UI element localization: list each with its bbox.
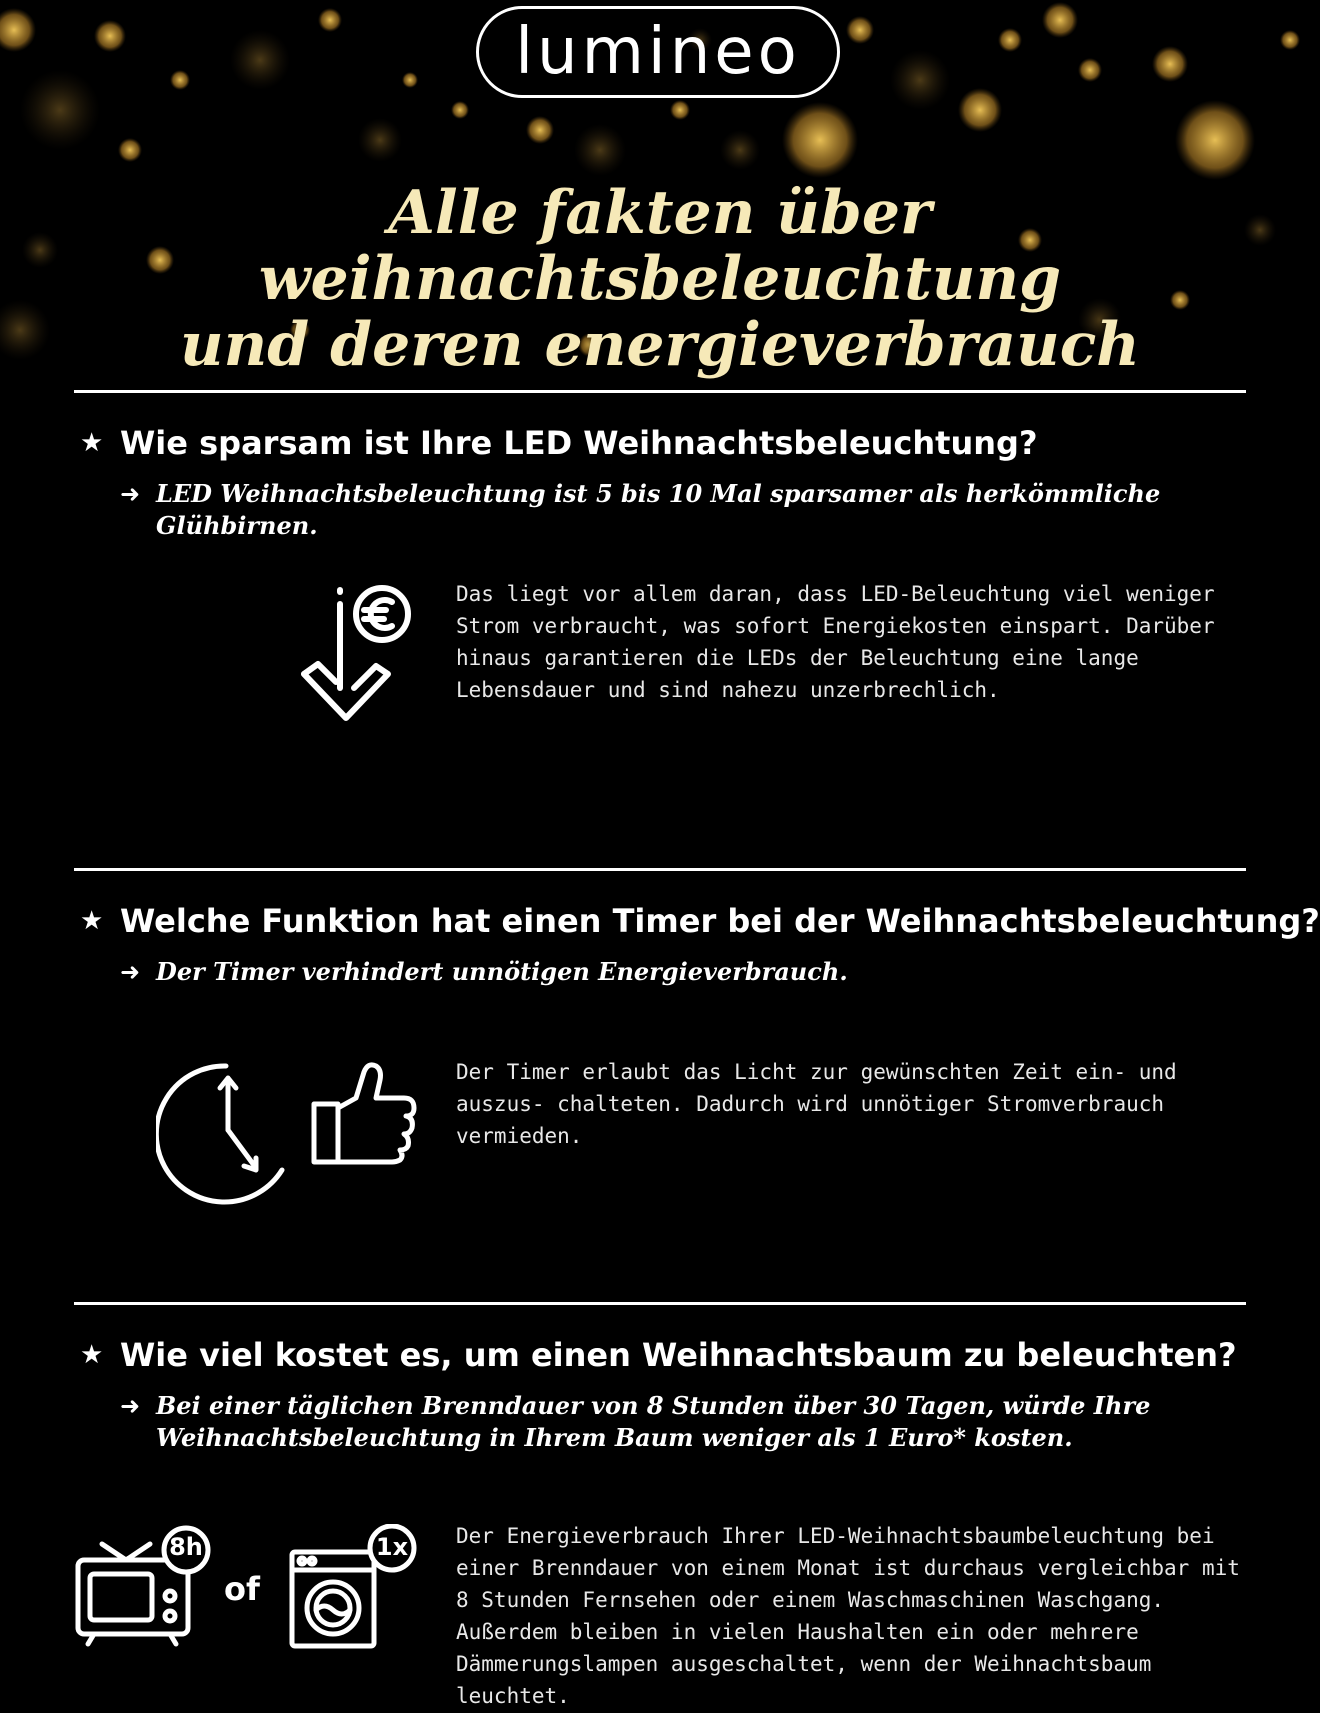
section-2-body: Der Timer erlaubt das Licht zur gewünschten Zeit ein- und auszus- chalteten. Dadurch wird unnötiger Stromverbrauch vermieden.: [456, 1060, 1177, 1148]
section-divider: [74, 1302, 1246, 1305]
arrow-right-icon: ➜: [120, 480, 141, 508]
section-3-question: [80, 1336, 1237, 1374]
section-2-answer-text: Der Timer verhindert unnötigen Energieverbrauch.: [156, 957, 848, 986]
clock-icon: [156, 1060, 296, 1210]
section-3-answer-text: Bei einer täglichen Brenndauer von 8 Stunden über 30 Tagen, würde Ihre Weihnachtsbeleuchtung in Ihrem Baum weniger als 1 Euro* kosten.: [156, 1391, 1151, 1452]
euro-down-arrow-icon: [296, 578, 416, 730]
thumbs-up-icon: [308, 1058, 420, 1168]
lumineo-logo: lumineo: [476, 6, 840, 98]
section-2-answer: [120, 956, 1250, 988]
star-icon: ★: [80, 428, 104, 458]
section-3-answer: [120, 1390, 1250, 1454]
page-title-line-2: und deren energieverbrauch: [180, 310, 1140, 380]
section-1-answer-text: LED Weihnachtsbeleuchtung ist 5 bis 10 Mal sparsamer als herkömmliche Glühbirnen.: [156, 479, 1161, 540]
page-title-line-1: Alle fakten über weihnachtsbeleuchtung: [258, 178, 1062, 314]
page-title: [40, 180, 1280, 378]
section-3-question-text: Wie viel kostet es, um einen Weihnachtsbaum zu beleuchten?: [120, 1336, 1237, 1374]
section-2-question-text: Welche Funktion hat einen Timer bei der Weihnachtsbeleuchtung?: [120, 902, 1320, 940]
section-1-question: [80, 424, 1038, 462]
star-icon: ★: [80, 906, 104, 936]
section-1-question-text: Wie sparsam ist Ihre LED Weihnachtsbeleuchtung?: [120, 424, 1038, 462]
section-2-question: [80, 902, 1320, 940]
tv-hours-badge: 8h: [169, 1533, 203, 1561]
arrow-right-icon: ➜: [120, 1392, 141, 1420]
star-icon: ★: [80, 1340, 104, 1370]
section-divider: [74, 868, 1246, 871]
section-1-body: Das liegt vor allem daran, dass LED-Beleuchtung viel weniger Strom verbraucht, was sofort Energiekosten einspart. Darüber hinaus garantieren die LEDs der Beleuchtung eine lange Lebensdauer und sind nahezu unzerbrechlich.: [456, 582, 1215, 702]
arrow-right-icon: ➜: [120, 958, 141, 986]
section-divider: [74, 390, 1246, 393]
section-1-answer: [120, 478, 1250, 542]
section-3-body: Der Energieverbrauch Ihrer LED-Weihnachtsbaumbeleuchtung bei einer Brenndauer von einem Monat ist durchaus vergleichbar mit 8 Stunden Fernsehen oder einem Waschmaschinen Waschgang. Außerdem bleiben in vielen Haushalten ein oder mehrere Dämmerungslampen ausgeschaltet, wenn der Weihnachtsbaum leuchtet.: [456, 1524, 1240, 1708]
or-label: of: [224, 1570, 260, 1608]
washer-cycles-badge: 1x: [375, 1533, 409, 1561]
